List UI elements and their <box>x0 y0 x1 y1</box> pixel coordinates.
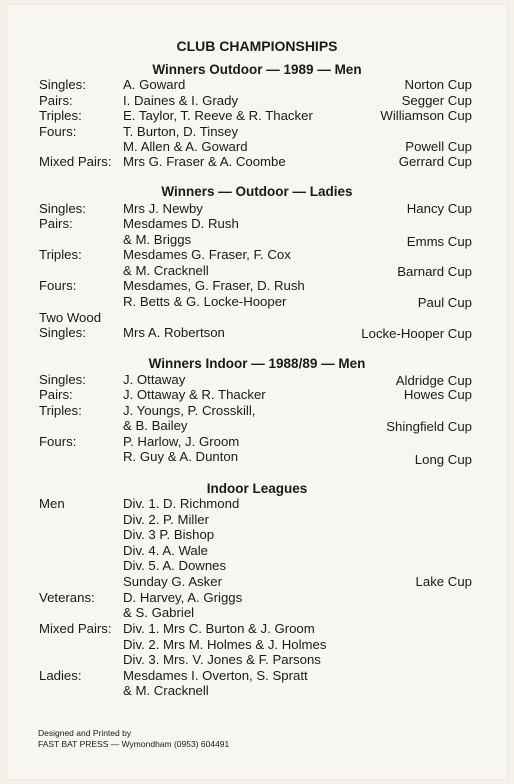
table-row <box>0 247 514 263</box>
row-names: I. Daines & I. Grady <box>123 93 239 108</box>
table-row <box>0 652 514 668</box>
row-names: R. Betts & G. Locke-Hooper <box>123 294 287 309</box>
footer-line-1: Designed and Printed by <box>38 728 132 738</box>
section-heading-indoor-men: Winners Indoor — 1988/89 — Men <box>148 356 366 371</box>
row-names: Mesdames, G. Fraser, D. Rush <box>123 278 305 293</box>
row-names: Div. 4. A. Wale <box>123 543 209 558</box>
table-row <box>0 403 514 419</box>
table-row <box>0 558 514 574</box>
row-names: Div. 2. P. Miller <box>123 512 209 527</box>
table-row <box>0 574 514 590</box>
footer-credit <box>38 728 229 750</box>
table-row <box>0 93 514 109</box>
row-cup: Powell Cup <box>405 139 472 154</box>
row-names: J. Youngs, P. Crosskill, <box>123 403 256 418</box>
row-cup: Williamson Cup <box>380 108 472 123</box>
row-label: Singles: <box>39 201 86 216</box>
table-row <box>0 683 514 699</box>
row-label: Veterans: <box>39 590 95 605</box>
row-label: Singles: <box>39 77 86 92</box>
table-row <box>0 605 514 621</box>
section-heading-outdoor-men: Winners Outdoor — 1989 — Men <box>152 62 362 77</box>
row-label: Two Wood <box>39 310 102 325</box>
row-cup: Hancy Cup <box>406 201 472 216</box>
row-cup: Long Cup <box>414 452 472 467</box>
row-label: Singles: <box>39 325 86 340</box>
row-names: Mesdames I. Overton, S. Spratt <box>123 668 308 683</box>
row-names: Mrs G. Fraser & A. Coombe <box>123 154 286 169</box>
row-label: Mixed Pairs: <box>39 154 112 169</box>
row-names: Sunday G. Asker <box>123 574 222 589</box>
row-cup: Shingfield Cup <box>386 419 472 434</box>
row-names: Mrs J. Newby <box>123 201 203 216</box>
row-label: Ladies: <box>39 668 82 683</box>
row-names: Mesdames G. Fraser, F. Cox <box>123 247 291 262</box>
table-row <box>0 668 514 684</box>
row-label: Fours: <box>39 278 77 293</box>
page-title: CLUB CHAMPIONSHIPS <box>176 38 338 54</box>
table-row <box>0 512 514 528</box>
table-row <box>0 139 514 155</box>
row-label: Fours: <box>39 434 77 449</box>
row-label: Triples: <box>39 108 82 123</box>
row-names: & M. Cracknell <box>123 683 209 698</box>
row-names: Div. 1. Mrs C. Burton & J. Groom <box>123 621 315 636</box>
table-row <box>0 449 514 465</box>
row-cup: Locke-Hooper Cup <box>361 326 472 341</box>
row-cup: Howes Cup <box>403 387 472 402</box>
row-names: T. Burton, D. Tinsey <box>123 124 239 139</box>
row-label: Singles: <box>39 372 86 387</box>
table-row <box>0 154 514 170</box>
table-row <box>0 325 514 341</box>
table-row <box>0 77 514 93</box>
row-names: J. Ottaway <box>123 372 186 387</box>
table-row <box>0 294 514 310</box>
table-row <box>0 621 514 637</box>
row-label: Pairs: <box>39 93 73 108</box>
row-label: Fours: <box>39 124 77 139</box>
row-names: & B. Bailey <box>123 418 188 433</box>
row-names: R. Guy & A. Dunton <box>123 449 239 464</box>
row-cup: Aldridge Cup <box>395 373 472 388</box>
row-cup: Norton Cup <box>404 77 472 92</box>
table-row <box>0 201 514 217</box>
row-names: Div. 3. Mrs. V. Jones & F. Parsons <box>123 652 321 667</box>
table-row <box>0 124 514 140</box>
table-row <box>0 418 514 434</box>
row-label: Mixed Pairs: <box>39 621 112 636</box>
row-label: Triples: <box>39 247 82 262</box>
row-names: Div. 5. A. Downes <box>123 558 227 573</box>
row-names: Div. 2. Mrs M. Holmes & J. Holmes <box>123 637 327 652</box>
row-names: Div. 1. D. Richmond <box>123 496 240 511</box>
table-row <box>0 387 514 403</box>
row-names: & M. Briggs <box>123 232 192 247</box>
table-row <box>0 434 514 450</box>
table-row <box>0 372 514 388</box>
table-row <box>0 310 514 326</box>
row-names: Mrs A. Robertson <box>123 325 225 340</box>
row-names: M. Allen & A. Goward <box>123 139 248 154</box>
table-row <box>0 216 514 232</box>
table-row <box>0 590 514 606</box>
row-cup: Barnard Cup <box>397 264 472 279</box>
row-names: P. Harlow, J. Groom <box>123 434 240 449</box>
row-cup: Lake Cup <box>415 574 472 589</box>
row-label: Pairs: <box>39 387 73 402</box>
row-names: & S. Gabriel <box>123 605 195 620</box>
table-row <box>0 108 514 124</box>
footer-line-2: FAST BAT PRESS — Wymondham (0953) 604491 <box>38 739 230 749</box>
table-row <box>0 278 514 294</box>
row-cup: Segger Cup <box>401 93 472 108</box>
table-row <box>0 496 514 512</box>
row-cup: Emms Cup <box>406 234 472 249</box>
row-names: A. Goward <box>123 77 186 92</box>
row-names: E. Taylor, T. Reeve & R. Thacker <box>123 108 313 123</box>
row-names: J. Ottaway & R. Thacker <box>123 387 266 402</box>
section-heading-indoor-leagues: Indoor Leagues <box>206 481 308 496</box>
section-heading-outdoor-ladies: Winners — Outdoor — Ladies <box>161 184 353 199</box>
table-row <box>0 232 514 248</box>
table-row <box>0 637 514 653</box>
row-label: Pairs: <box>39 216 73 231</box>
row-cup: Paul Cup <box>417 295 472 310</box>
row-label: Triples: <box>39 403 82 418</box>
row-cup: Gerrard Cup <box>398 154 472 169</box>
row-label: Men <box>39 496 65 511</box>
table-row <box>0 263 514 279</box>
row-names: D. Harvey, A. Griggs <box>123 590 243 605</box>
table-row <box>0 543 514 559</box>
table-row <box>0 527 514 543</box>
row-names: Div. 3 P. Bishop <box>123 527 215 542</box>
row-names: Mesdames D. Rush <box>123 216 239 231</box>
row-names: & M. Cracknell <box>123 263 209 278</box>
